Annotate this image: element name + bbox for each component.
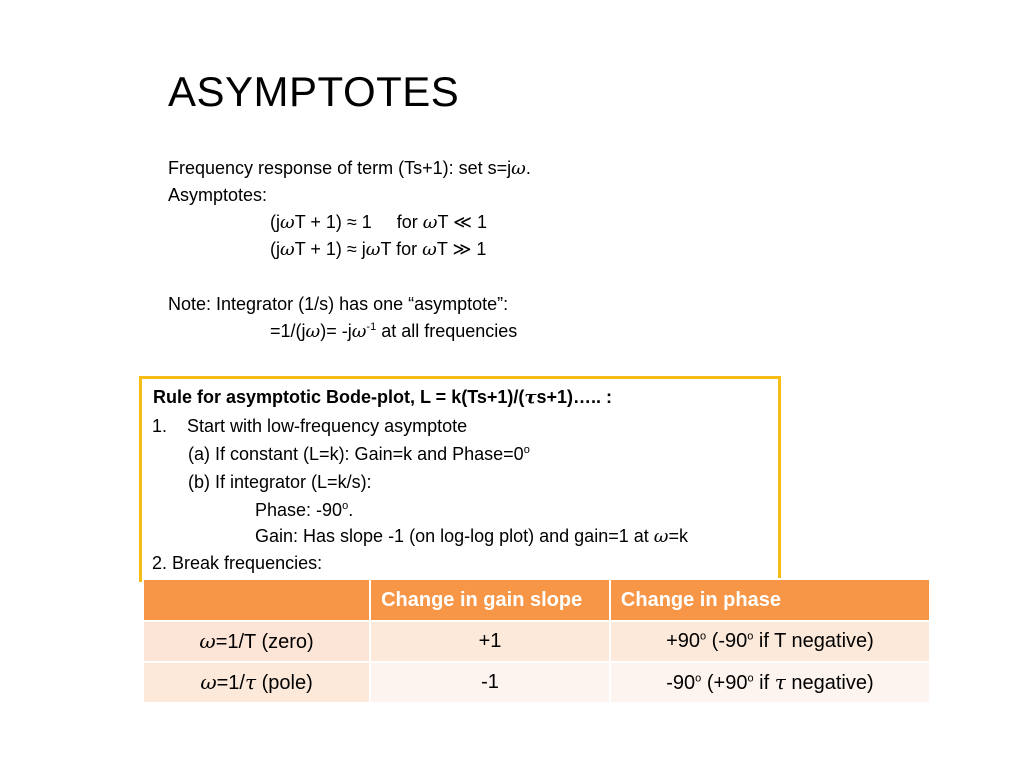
rule-item-1a: (a) If constant (L=k): Gain=k and $Phase=0^o$: [188, 444, 530, 464]
rule-phase: Phase: -90$^o$.: [255, 500, 354, 520]
omega-symbol: ω: [511, 158, 526, 179]
asymptotes-label: Asymptotes:: [168, 185, 268, 205]
table-cell-slope-zero: +1: [370, 621, 610, 662]
rule-item-1: 1. Start with low-frequency asymptote: [152, 416, 468, 436]
rule-item-1b: (b) If integrator (L=k/s):: [188, 472, 372, 492]
table-header-row: [143, 579, 930, 621]
rule-item-2: 2. Break frequencies:: [152, 553, 323, 573]
table-row: [143, 621, 930, 662]
asymptote-low: (jωT + 1) ≈ 1 for ωT ≪ 1: [270, 212, 488, 233]
bode-rule-box: [139, 376, 781, 582]
table-cell-pole: ω=1/τ (pole): [143, 662, 370, 703]
integrator-formula: $=1/(j\omega)= -j\omega^{-1}$ at all frequencies: [270, 321, 518, 342]
table-cell-phase-zero: $+90^o$ (-90$^o$ if T negative): [610, 621, 930, 662]
table-header-phase: Change in phase: [610, 579, 930, 621]
table-cell-zero: ω=1/T (zero): [143, 621, 370, 662]
rule-gain: Gain: Has slope -1 (on log-log plot) and gain=1 at ω=k: [255, 526, 688, 547]
table-cell-slope-pole: -1: [370, 662, 610, 703]
slide-title: ASYMPTOTES: [168, 68, 460, 115]
table-header-empty: [143, 579, 370, 621]
table-cell-phase-pole: -90$^o$ ($+90^o$ if τ negative): [610, 662, 930, 703]
break-frequency-table: [142, 578, 931, 704]
rule-title: Rule for asymptotic Bode-plot, L = k(Ts+1)/(τs+1)….. :: [153, 387, 613, 408]
integrator-note: Note: Integrator (1/s) has one “asymptote”:: [168, 294, 509, 314]
table-row: [143, 662, 930, 703]
table-header-gain-slope: Change in gain slope: [370, 579, 610, 621]
freq-response-line: Frequency response of term (Ts+1): set s=jω.: [168, 158, 531, 179]
asymptote-high: (jωT + 1) ≈ jωT for ωT ≫ 1: [270, 239, 487, 260]
